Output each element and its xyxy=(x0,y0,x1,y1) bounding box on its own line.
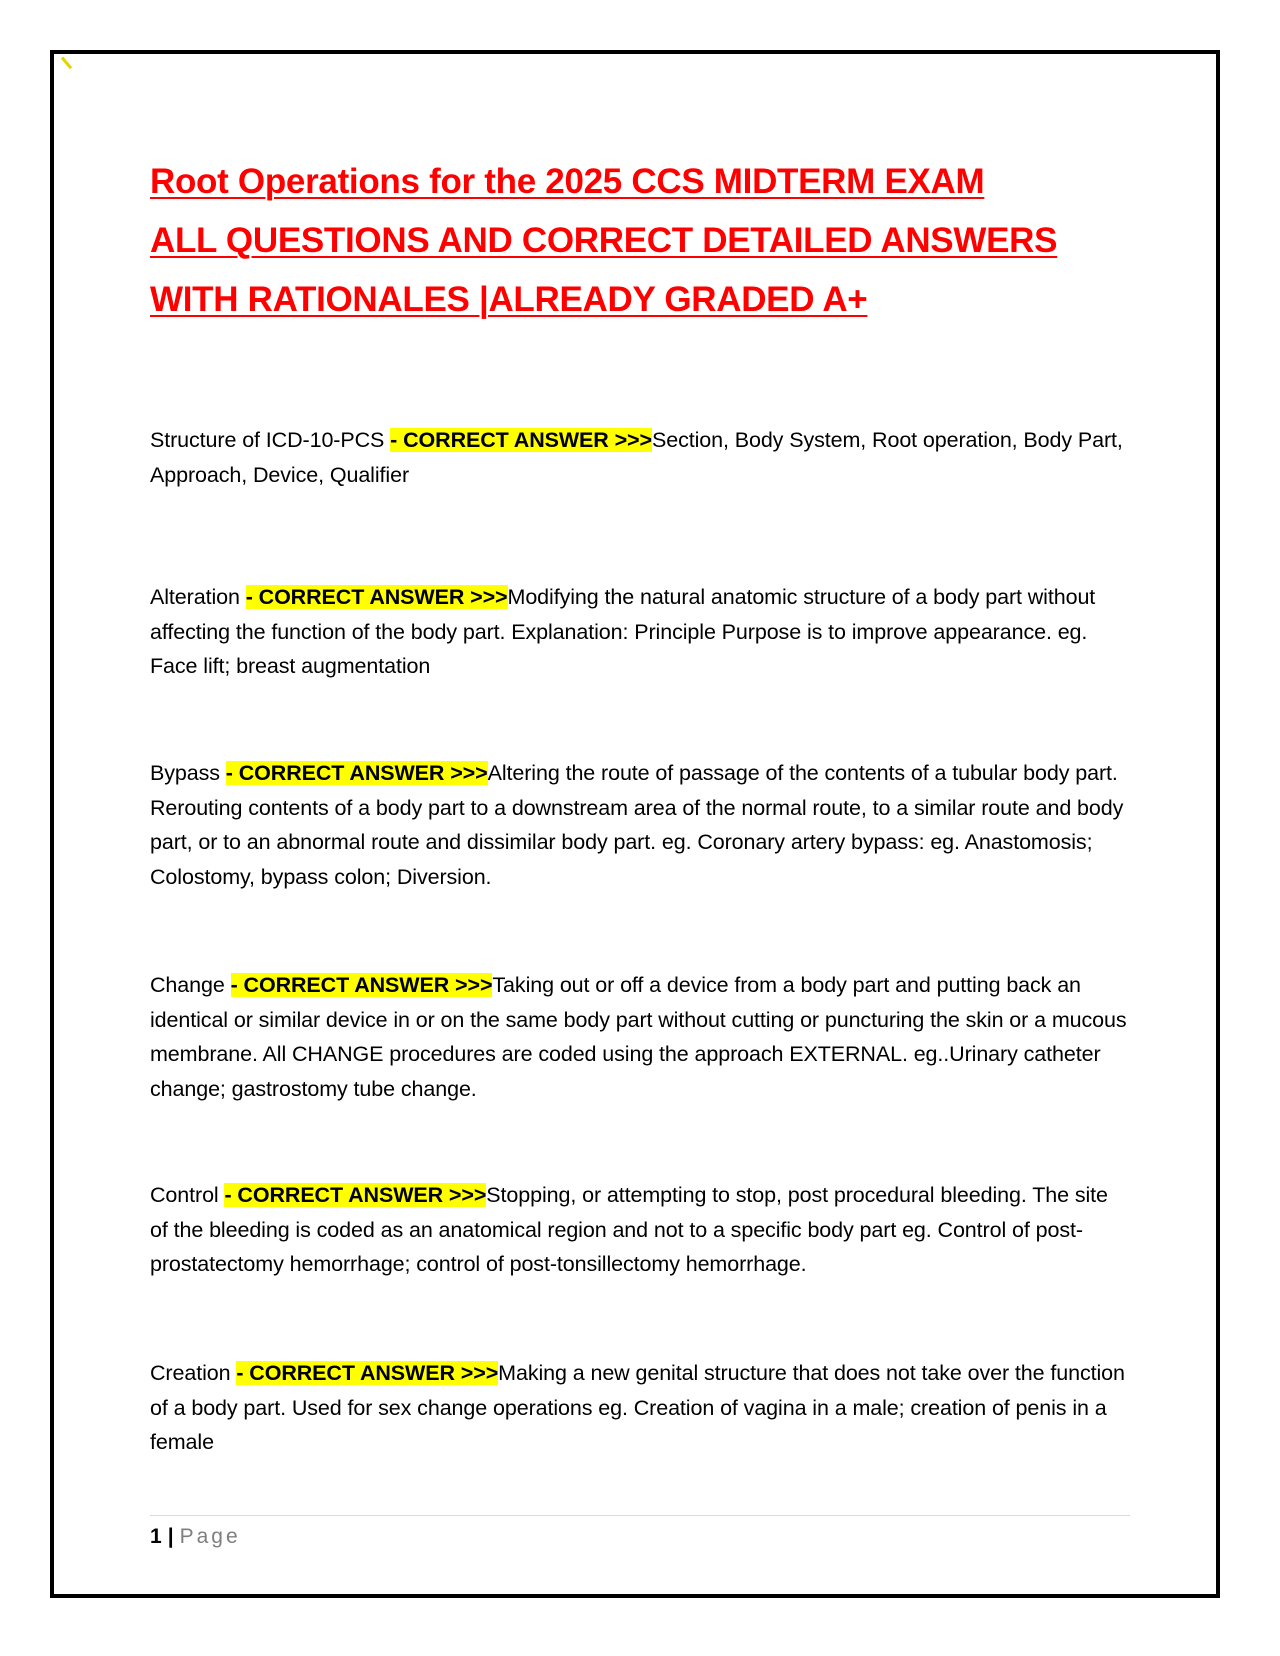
page-number: 1 xyxy=(150,1525,162,1548)
correct-answer-marker: - CORRECT ANSWER >>> xyxy=(236,1361,499,1385)
page-label: Page xyxy=(179,1525,241,1548)
document-title xyxy=(150,152,1150,329)
entry-creation xyxy=(150,1356,1130,1460)
page-footer xyxy=(150,1522,241,1552)
entry-bypass xyxy=(150,756,1130,894)
title-line-2: ALL QUESTIONS AND CORRECT DETAILED ANSWERS xyxy=(150,221,1058,260)
entry-answer: Altering the route of passage of the contents of a tubular body part. Rerouting contents of a body part to a downstream area of the normal route, to a similar route and body part, or to an abnormal route and dissimilar body part. eg. Coronary artery bypass: eg. Anastomosis; Colostomy, bypass colon; Diversion. xyxy=(150,761,1124,889)
entry-answer: Modifying the natural anatomic structure of a body part without affecting the function of the body part. Explanation: Principle Purpose is to improve appearance. eg. Face lift; breast augmentation xyxy=(150,585,1096,678)
entry-term: Alteration xyxy=(150,585,246,609)
correct-answer-marker: - CORRECT ANSWER >>> xyxy=(245,585,508,609)
entry-change xyxy=(150,968,1130,1106)
entry-term: Structure of ICD-10-PCS xyxy=(150,428,391,452)
entry-term: Control xyxy=(150,1183,225,1207)
entry-term: Bypass xyxy=(150,761,226,785)
correct-answer-marker: - CORRECT ANSWER >>> xyxy=(225,761,488,785)
entry-term: Change xyxy=(150,973,231,997)
entry-control xyxy=(150,1178,1130,1282)
correct-answer-marker: - CORRECT ANSWER >>> xyxy=(224,1183,487,1207)
title-line-1: Root Operations for the 2025 CCS MIDTERM EXAM xyxy=(150,162,985,201)
entry-answer: Stopping, or attempting to stop, post procedural bleeding. The site of the bleeding is coded as an anatomical region and not to a specific body part eg. Control of post-prostatectomy hemorrhage; control of post-tonsillectomy hemorrhage. xyxy=(150,1183,1108,1276)
footer-separator: | xyxy=(167,1525,174,1548)
entry-structure xyxy=(150,423,1130,492)
entry-alteration xyxy=(150,580,1130,684)
entry-answer: Section, Body System, Root operation, Body Part, Approach, Device, Qualifier xyxy=(150,428,1123,487)
correct-answer-marker: - CORRECT ANSWER >>> xyxy=(230,973,493,997)
title-line-3: WITH RATIONALES |ALREADY GRADED A+ xyxy=(150,280,868,319)
entry-answer: Making a new genital structure that does not take over the function of a body part. Used for sex change operations eg. Creation of vagina in a male; creation of penis in a female xyxy=(150,1361,1125,1454)
entry-term: Creation xyxy=(150,1361,237,1385)
entry-answer: Taking out or off a device from a body part and putting back an identical or similar device in or on the same body part without cutting or puncturing the skin or a mucous membrane. All CHANGE procedures are coded using the approach EXTERNAL. eg..Urinary catheter change; gastrostomy tube change. xyxy=(150,973,1127,1101)
footer-divider xyxy=(150,1515,1130,1516)
correct-answer-marker: - CORRECT ANSWER >>> xyxy=(390,428,652,452)
